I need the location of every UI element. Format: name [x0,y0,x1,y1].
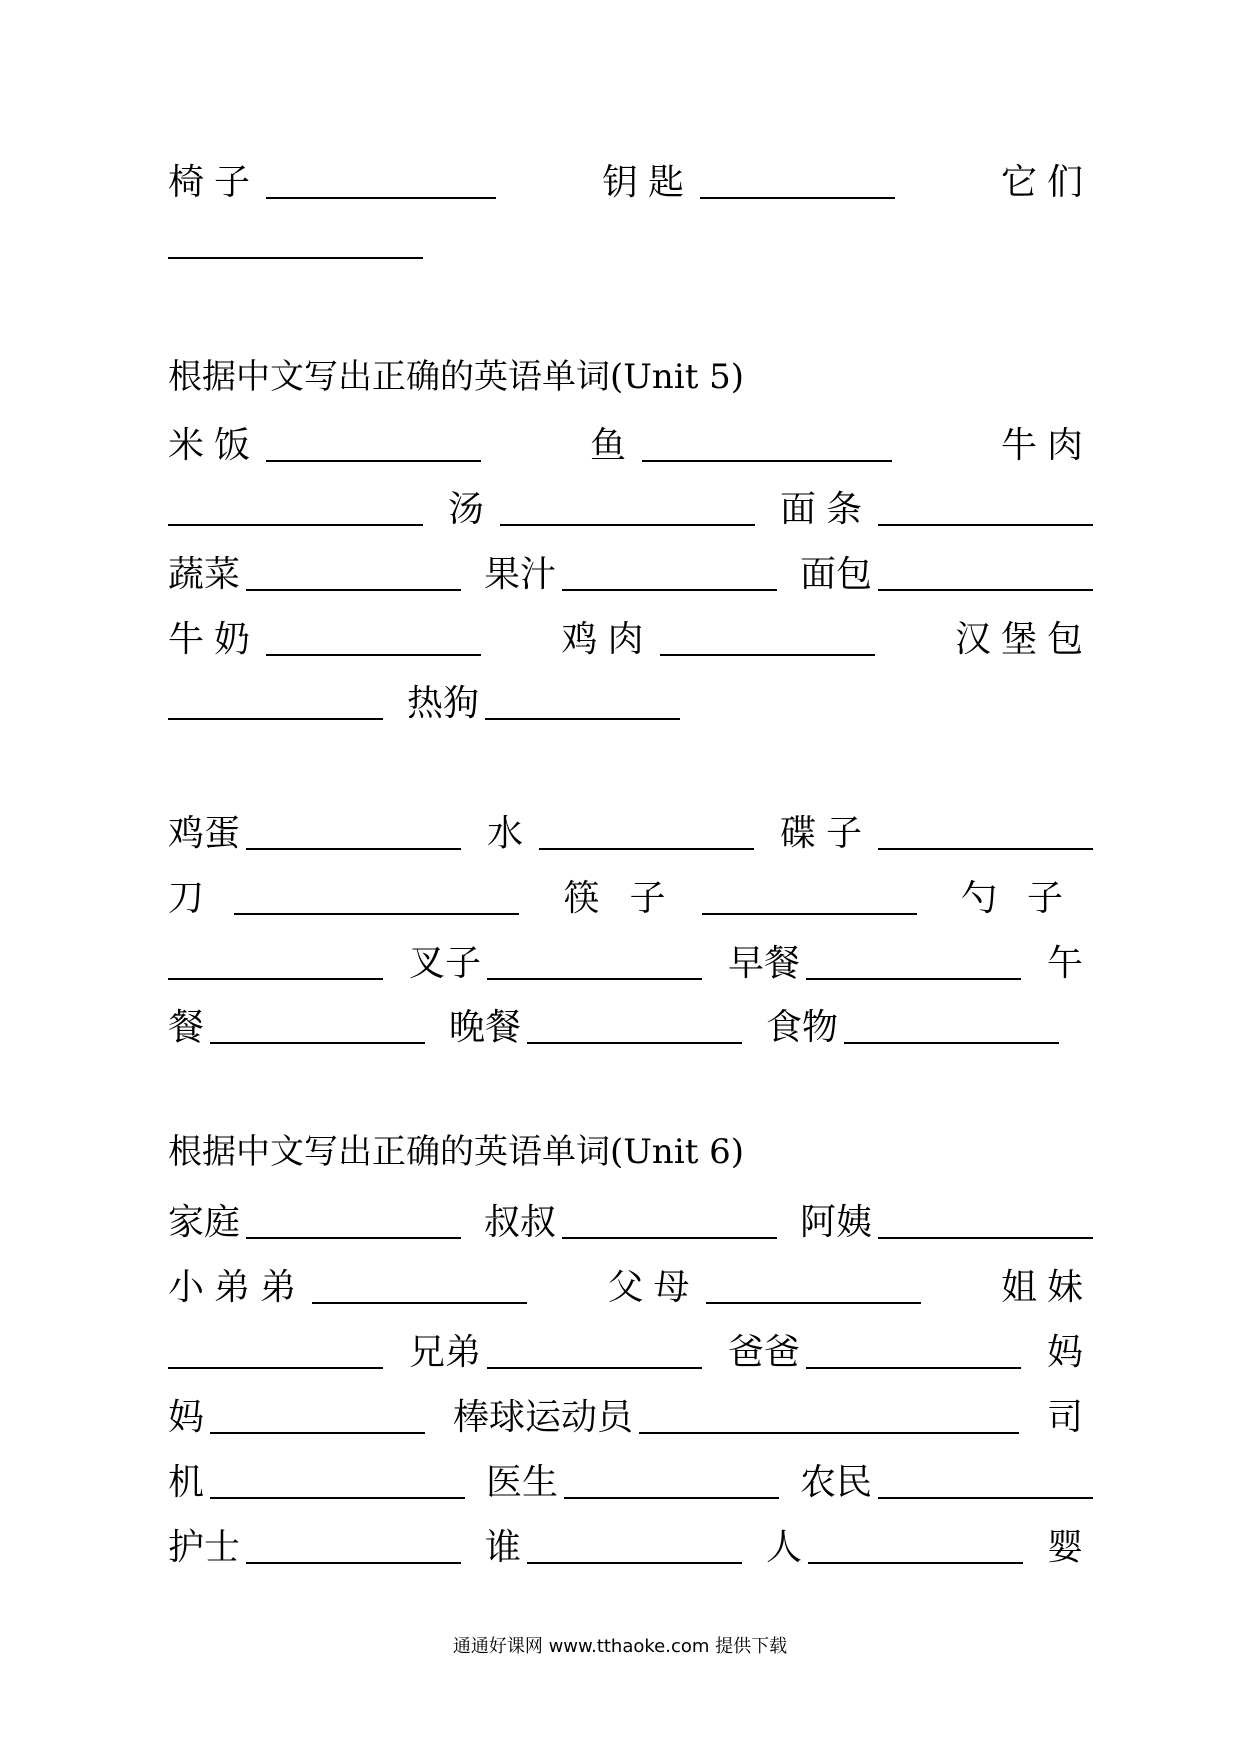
chinese-word: 它们 [1000,162,1093,203]
answer-blank[interactable] [808,1562,1023,1564]
vocab-row [168,936,1093,986]
answer-blank[interactable] [500,524,755,526]
chinese-word: 牛奶 [168,619,261,660]
answer-blank[interactable] [210,1432,425,1434]
vocab-row [168,676,1093,726]
vocab-row [168,1000,1093,1050]
chinese-word: 碟子 [779,813,872,854]
chinese-word: 阿姨 [799,1202,872,1243]
vocab-row [168,871,1093,921]
chinese-word: 小弟弟 [168,1267,307,1308]
chinese-word: 筷子 [563,878,696,919]
answer-blank[interactable] [246,848,461,850]
answer-blank[interactable] [706,1302,921,1304]
vocab-row [168,482,1093,532]
vocab-row [168,155,1093,205]
section-heading: 根据中文写出正确的英语单词(Unit 6) [168,1132,745,1172]
chinese-word: 家庭 [168,1202,241,1243]
chinese-word: 面条 [779,489,872,530]
answer-blank[interactable] [246,1237,461,1239]
vocab-row [168,215,1093,265]
answer-blank[interactable] [878,1497,1093,1499]
chinese-word: 刀 [168,878,215,919]
chinese-word: 护士 [168,1527,241,1568]
chinese-word: 人 [765,1527,802,1568]
chinese-word: 叔叔 [483,1202,556,1243]
answer-blank[interactable] [168,718,383,720]
chinese-word: 棒球运动员 [452,1397,633,1438]
chinese-word: 汤 [447,489,494,530]
chinese-word: 叉子 [408,943,481,984]
chinese-word: 鱼 [589,425,636,466]
chinese-word: 早餐 [727,943,800,984]
answer-blank[interactable] [527,1042,742,1044]
answer-blank[interactable] [639,1432,1019,1434]
answer-blank[interactable] [210,1497,465,1499]
vocab-row [168,1455,1093,1505]
vocab-row [168,612,1093,662]
answer-blank[interactable] [562,589,777,591]
answer-blank[interactable] [485,718,680,720]
chinese-word: 面包 [799,554,872,595]
vocab-row [168,418,1093,468]
chinese-word: 婴 [1046,1527,1093,1568]
chinese-word: 热狗 [407,683,480,724]
answer-blank[interactable] [266,460,481,462]
chinese-word: 午 [1046,943,1093,984]
vocab-row [168,1390,1093,1440]
answer-blank[interactable] [168,1367,383,1369]
chinese-word: 晚餐 [449,1007,522,1048]
answer-blank[interactable] [266,197,496,199]
chinese-word: 司 [1046,1397,1093,1438]
answer-blank[interactable] [562,1237,777,1239]
chinese-word: 机 [168,1462,205,1503]
answer-blank[interactable] [660,654,875,656]
answer-blank[interactable] [878,848,1093,850]
chinese-word: 牛肉 [1000,425,1093,466]
vocab-row [168,1195,1093,1245]
chinese-word: 父母 [607,1267,700,1308]
answer-blank[interactable] [168,978,383,980]
vocab-row [168,1520,1093,1570]
chinese-word: 勺子 [960,878,1093,919]
page-footer: 通通好课网 www.tthaoke.com 提供下载 [452,1636,788,1657]
answer-blank[interactable] [878,1237,1093,1239]
chinese-word: 汉堡包 [954,619,1093,660]
chinese-word: 米饭 [168,425,261,466]
chinese-word: 水 [486,813,533,854]
chinese-word: 谁 [484,1527,521,1568]
answer-blank[interactable] [210,1042,425,1044]
vocab-row [168,806,1093,856]
chinese-word: 钥匙 [601,162,694,203]
answer-blank[interactable] [539,848,754,850]
chinese-word: 果汁 [483,554,556,595]
chinese-word: 妈 [168,1397,205,1438]
answer-blank[interactable] [878,589,1093,591]
answer-blank[interactable] [168,257,423,259]
answer-blank[interactable] [806,1367,1021,1369]
answer-blank[interactable] [234,913,519,915]
vocab-row [168,547,1093,597]
chinese-word: 餐 [168,1007,205,1048]
answer-blank[interactable] [806,978,1021,980]
chinese-word: 蔬菜 [168,554,241,595]
answer-blank[interactable] [168,524,423,526]
chinese-word: 椅子 [168,162,261,203]
answer-blank[interactable] [246,1562,461,1564]
answer-blank[interactable] [844,1042,1059,1044]
answer-blank[interactable] [702,913,917,915]
answer-blank[interactable] [564,1497,779,1499]
answer-blank[interactable] [246,589,461,591]
vocab-row [168,1325,1093,1375]
answer-blank[interactable] [527,1562,742,1564]
vocab-row [168,1260,1093,1310]
answer-blank[interactable] [487,978,702,980]
answer-blank[interactable] [878,524,1093,526]
chinese-word: 姐妹 [1000,1267,1093,1308]
chinese-word: 爸爸 [727,1332,800,1373]
section-heading: 根据中文写出正确的英语单词(Unit 5) [168,357,745,397]
chinese-word: 鸡蛋 [168,813,241,854]
chinese-word: 医生 [485,1462,558,1503]
answer-blank[interactable] [312,1302,527,1304]
chinese-word: 食物 [766,1007,839,1048]
answer-blank[interactable] [700,197,895,199]
chinese-word: 农民 [799,1462,872,1503]
answer-blank[interactable] [487,1367,702,1369]
chinese-word: 鸡肉 [561,619,654,660]
chinese-word: 妈 [1046,1332,1093,1373]
answer-blank[interactable] [642,460,892,462]
chinese-word: 兄弟 [408,1332,481,1373]
answer-blank[interactable] [266,654,481,656]
